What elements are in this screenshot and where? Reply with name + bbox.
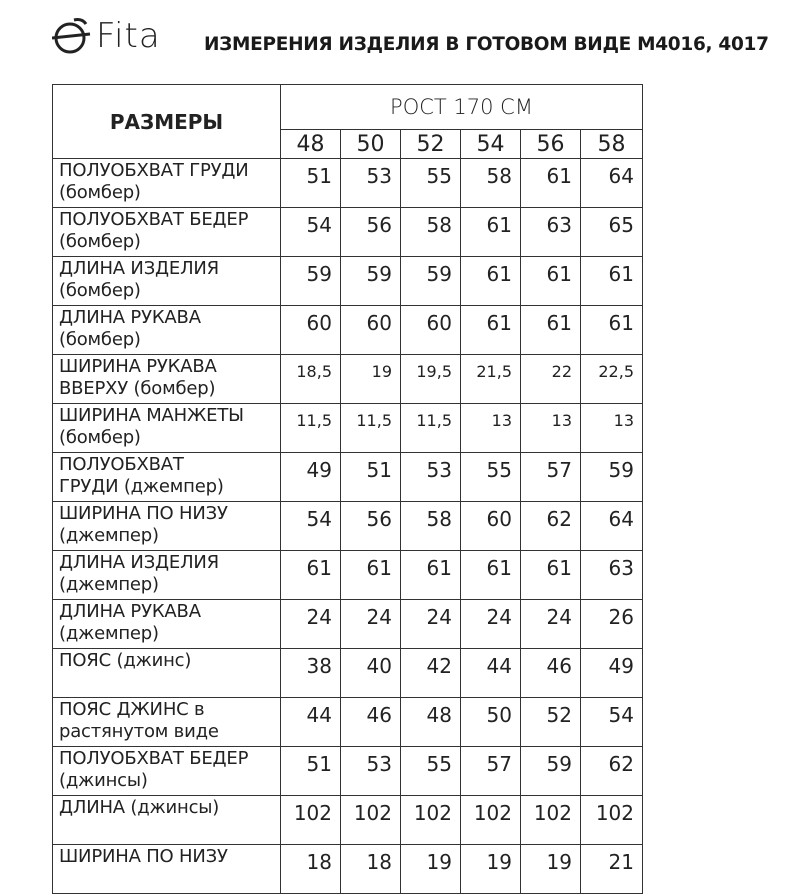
size-header-cell: 54 (461, 130, 521, 159)
table-row (53, 404, 643, 453)
measurement-value: 19 (521, 845, 581, 894)
measurement-value: 63 (581, 551, 643, 600)
measurement-label-line2: (бомбер) (59, 280, 141, 301)
measurement-value: 61 (521, 551, 581, 600)
measurement-value: 102 (581, 796, 643, 845)
measurement-value: 61 (521, 159, 581, 208)
measurement-value: 53 (401, 453, 461, 502)
measurement-value: 61 (521, 257, 581, 306)
measurement-label (53, 845, 281, 894)
measurement-label-line1: ДЛИНА РУКАВА (59, 601, 201, 622)
measurement-value: 61 (461, 306, 521, 355)
measurement-value: 24 (341, 600, 401, 649)
table-row (53, 698, 643, 747)
measurement-label-line2: (бомбер) (59, 329, 141, 350)
measurement-value: 59 (401, 257, 461, 306)
measurement-value: 59 (341, 257, 401, 306)
measurement-value: 102 (281, 796, 341, 845)
size-header-cell: 52 (401, 130, 461, 159)
measurement-value: 24 (281, 600, 341, 649)
measurement-value: 51 (281, 159, 341, 208)
measurement-value: 22 (521, 355, 581, 404)
table-row (53, 453, 643, 502)
measurement-label-line1: ШИРИНА ПО НИЗУ (59, 503, 228, 524)
measurement-label-line1: ДЛИНА ИЗДЕЛИЯ (59, 258, 219, 279)
measurement-value: 24 (521, 600, 581, 649)
size-header-cell: 56 (521, 130, 581, 159)
size-header-cell: 48 (281, 130, 341, 159)
page-title: ИЗМЕРЕНИЯ ИЗДЕЛИЯ В ГОТОВОМ ВИДЕ М4016, 4017 (204, 34, 769, 55)
measurement-value: 13 (461, 404, 521, 453)
measurement-value: 61 (341, 551, 401, 600)
measurement-value: 62 (581, 747, 643, 796)
measurement-value: 102 (401, 796, 461, 845)
measurement-value: 58 (401, 208, 461, 257)
measurement-value: 61 (401, 551, 461, 600)
measurement-value: 61 (461, 551, 521, 600)
measurement-value: 54 (281, 502, 341, 551)
table-row (53, 208, 643, 257)
table-row (53, 600, 643, 649)
measurement-value: 63 (521, 208, 581, 257)
measurement-label-line1: ПОЯС (джинс) (59, 650, 192, 671)
size-header-cell: 58 (581, 130, 643, 159)
measurement-value: 18,5 (281, 355, 341, 404)
measurement-value: 60 (341, 306, 401, 355)
measurement-value: 22,5 (581, 355, 643, 404)
measurement-label (53, 306, 281, 355)
measurement-value: 57 (461, 747, 521, 796)
measurement-label (53, 796, 281, 845)
measurement-value: 60 (461, 502, 521, 551)
table-row (53, 747, 643, 796)
measurement-value: 65 (581, 208, 643, 257)
measurement-label-line2: (джемпер) (59, 623, 159, 644)
measurement-label (53, 502, 281, 551)
measurement-value: 64 (581, 159, 643, 208)
height-header: РОСТ 170 СМ (281, 85, 643, 130)
measurement-value: 19 (341, 355, 401, 404)
measurement-value: 61 (581, 306, 643, 355)
measurement-value: 21 (581, 845, 643, 894)
measurement-label-line1: ПОЛУОБХВАТ БЕДЕР (59, 209, 249, 230)
measurement-value: 21,5 (461, 355, 521, 404)
measurement-label-line1: ДЛИНА РУКАВА (59, 307, 201, 328)
measurement-value: 18 (341, 845, 401, 894)
measurement-label (53, 355, 281, 404)
measurement-label-line1: ПОЛУОБХВАТ БЕДЕР (59, 748, 249, 769)
measurement-label (53, 404, 281, 453)
measurement-value: 102 (461, 796, 521, 845)
measurement-label (53, 257, 281, 306)
measurement-label (53, 747, 281, 796)
measurement-value: 19 (461, 845, 521, 894)
measurement-label (53, 208, 281, 257)
measurement-value: 56 (341, 502, 401, 551)
measurement-label-line2: растянутом виде (59, 721, 219, 742)
measurement-value: 18 (281, 845, 341, 894)
measurement-label-line2: (бомбер) (59, 427, 141, 448)
measurement-label (53, 453, 281, 502)
measurement-label-line2: ВВЕРХУ (бомбер) (59, 378, 216, 399)
measurement-value: 52 (521, 698, 581, 747)
measurement-value: 54 (581, 698, 643, 747)
measurement-value: 11,5 (401, 404, 461, 453)
measurement-value: 49 (581, 649, 643, 698)
measurement-value: 48 (401, 698, 461, 747)
measurement-label-line1: ШИРИНА МАНЖЕТЫ (59, 405, 244, 426)
measurement-label-line1: ДЛИНА (джинсы) (59, 797, 220, 818)
measurement-value: 55 (401, 159, 461, 208)
fita-logo-icon (52, 16, 92, 56)
measurement-label (53, 551, 281, 600)
measurement-label-line2: (джемпер) (59, 525, 159, 546)
measurement-value: 59 (581, 453, 643, 502)
measurement-value: 24 (461, 600, 521, 649)
measurement-value: 44 (281, 698, 341, 747)
measurement-value: 102 (521, 796, 581, 845)
measurement-value: 42 (401, 649, 461, 698)
table-row (53, 796, 643, 845)
measurement-label (53, 159, 281, 208)
measurement-value: 61 (461, 257, 521, 306)
measurement-label-line1: ШИРИНА ПО НИЗУ (59, 846, 228, 867)
measurement-value: 44 (461, 649, 521, 698)
table-row (53, 306, 643, 355)
measurement-value: 46 (341, 698, 401, 747)
measurement-value: 58 (461, 159, 521, 208)
measurement-label (53, 698, 281, 747)
measurement-value: 51 (281, 747, 341, 796)
measurement-value: 53 (341, 159, 401, 208)
measurement-label-line1: ДЛИНА ИЗДЕЛИЯ (59, 552, 219, 573)
measurement-value: 24 (401, 600, 461, 649)
measurement-value: 56 (341, 208, 401, 257)
measurement-label-line2: (джинсы) (59, 770, 148, 791)
measurement-value: 59 (521, 747, 581, 796)
measurement-value: 53 (341, 747, 401, 796)
measurement-value: 57 (521, 453, 581, 502)
size-chart-table (52, 84, 643, 894)
measurement-value: 60 (401, 306, 461, 355)
measurement-label-line1: ШИРИНА РУКАВА (59, 356, 217, 377)
measurement-value: 40 (341, 649, 401, 698)
measurement-value: 38 (281, 649, 341, 698)
measurement-value: 11,5 (281, 404, 341, 453)
measurement-value: 19,5 (401, 355, 461, 404)
measurement-label-line1: ПОЛУОБХВАТ (59, 454, 184, 475)
measurement-value: 13 (581, 404, 643, 453)
measurement-value: 61 (281, 551, 341, 600)
measurement-value: 64 (581, 502, 643, 551)
measurement-value: 50 (461, 698, 521, 747)
table-row (53, 502, 643, 551)
brand-logo (52, 12, 187, 60)
table-row (53, 257, 643, 306)
measurement-value: 62 (521, 502, 581, 551)
measurement-value: 46 (521, 649, 581, 698)
measurement-value: 58 (401, 502, 461, 551)
table-row (53, 159, 643, 208)
measurement-value: 54 (281, 208, 341, 257)
measurement-label-line2: ГРУДИ (джемпер) (59, 476, 224, 497)
measurement-value: 60 (281, 306, 341, 355)
measurement-label-line2: (бомбер) (59, 231, 141, 252)
measurement-value: 11,5 (341, 404, 401, 453)
measurement-value: 61 (461, 208, 521, 257)
measurement-value: 49 (281, 453, 341, 502)
sizes-header: РАЗМЕРЫ (53, 85, 281, 159)
measurement-label (53, 600, 281, 649)
measurement-value: 55 (461, 453, 521, 502)
measurement-label-line2: (джемпер) (59, 574, 159, 595)
document-header (0, 0, 800, 80)
table-row (53, 649, 643, 698)
measurement-label (53, 649, 281, 698)
measurement-value: 59 (281, 257, 341, 306)
size-header-cell: 50 (341, 130, 401, 159)
measurement-value: 102 (341, 796, 401, 845)
measurement-value: 55 (401, 747, 461, 796)
brand-name: Fita (96, 16, 161, 56)
table-row (53, 845, 643, 894)
measurement-value: 13 (521, 404, 581, 453)
measurement-value: 51 (341, 453, 401, 502)
measurement-value: 61 (521, 306, 581, 355)
table-row (53, 551, 643, 600)
measurement-label-line1: ПОЯС ДЖИНС в (59, 699, 205, 720)
measurement-label-line2: (бомбер) (59, 182, 141, 203)
table-row (53, 355, 643, 404)
measurement-label-line1: ПОЛУОБХВАТ ГРУДИ (59, 160, 249, 181)
measurement-value: 61 (581, 257, 643, 306)
measurement-value: 19 (401, 845, 461, 894)
measurement-value: 26 (581, 600, 643, 649)
